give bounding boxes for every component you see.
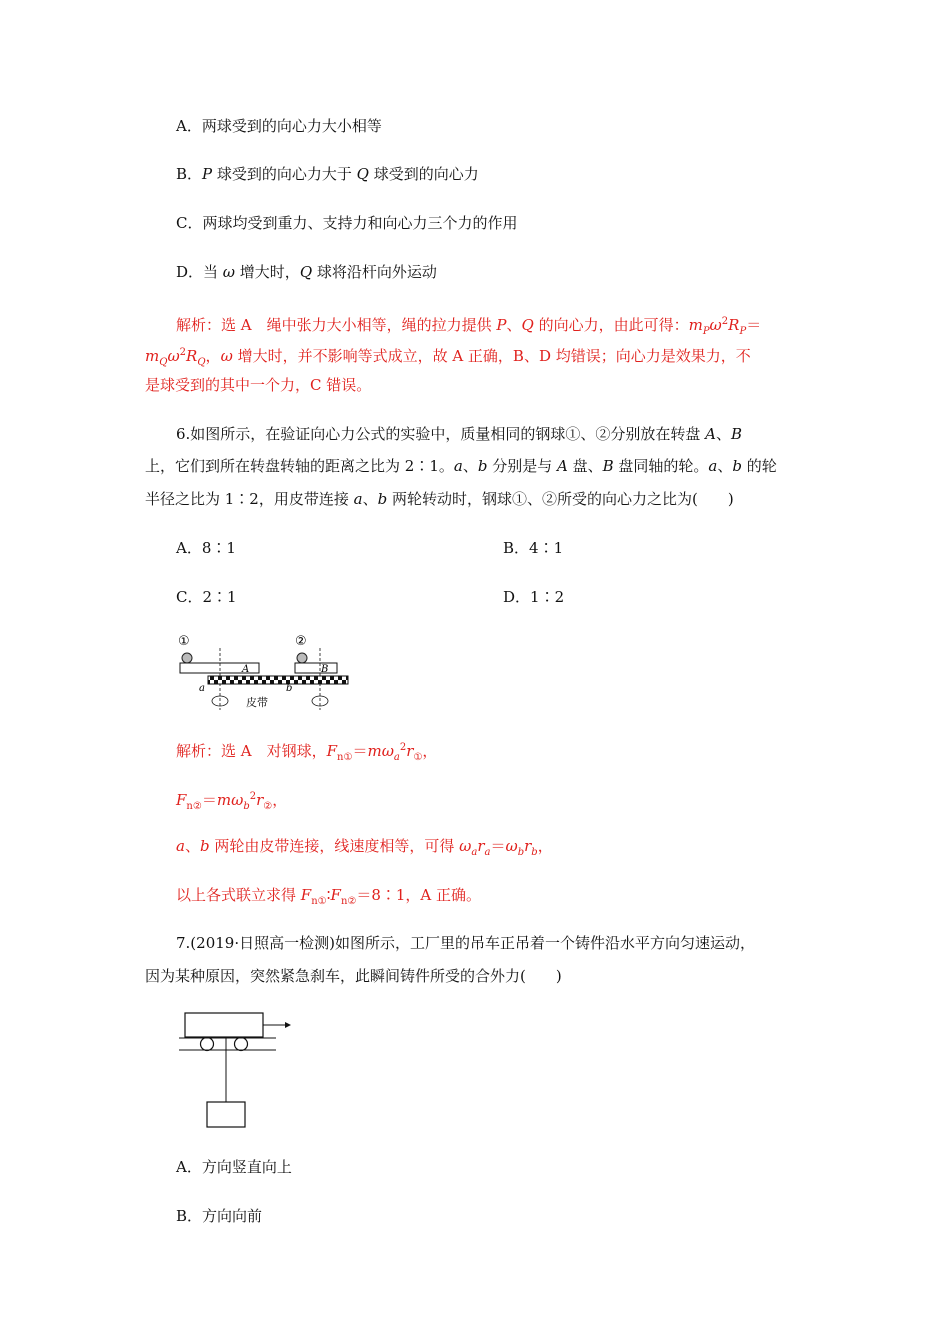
q5-analysis-text: 解析：选 A 绳中张力大小相等，绳的拉力提供	[176, 316, 497, 334]
q5-formula-m-q: m	[145, 347, 160, 365]
q6-formula-sub-n1-2: n①	[311, 896, 327, 907]
q6-option-c	[176, 587, 237, 607]
q6-formula-r: r	[406, 742, 414, 760]
q7-stem-line-1	[176, 933, 755, 953]
q5-formula-sub-rq: Q	[197, 357, 206, 368]
q6-formula-sub-n2-2: n②	[340, 896, 357, 907]
q6-stem-wheel-b-3: b	[377, 490, 388, 508]
q6-stem-text-2: 上，它们到所在转盘转轴的距离之比为 2∶1。	[145, 457, 454, 475]
q6-stem-text-7: 半径之比为 1∶2，用皮带连接	[145, 490, 354, 508]
q5-option-d-omega: ω	[222, 263, 236, 281]
q6-formula-square: 2	[399, 742, 407, 753]
q6-formula-sub-a: a	[393, 752, 400, 763]
q5-formula-r-2: R	[186, 347, 198, 365]
ball-1	[182, 653, 192, 663]
q5-analysis-p: P	[496, 316, 507, 334]
disk-b-label: B	[321, 664, 329, 675]
q6-option-c-text: C．2∶1	[176, 588, 237, 606]
q5-option-d-post: 球将沿杆向外运动	[312, 263, 437, 281]
q6-analysis-line-3	[176, 836, 553, 863]
q6-formula-sub-a-3: a	[484, 847, 491, 858]
q6-formula-f-3: F	[300, 886, 312, 904]
q6-analysis-text-2: 两轮由皮带连接，线速度相等，可得	[209, 837, 460, 855]
wheel-b-label: b	[286, 683, 293, 694]
q6-formula-sub-b: b	[243, 801, 250, 812]
wheel-a-label: a	[199, 683, 205, 694]
q7-stem-text: 7.(2019·日照高一检测)如图所示，工厂里的吊车正吊着一个铸件沿水平方向匀速运动，	[176, 934, 755, 952]
q5-option-b-post: 球受到的向心力	[368, 165, 479, 183]
q5-analysis-text-2: 的向心力，由此可得：	[533, 316, 689, 334]
q6-analysis-sep: 、	[184, 837, 200, 855]
q6-formula-eq-3: ＝	[490, 837, 506, 855]
q5-analysis-omega: ω	[220, 347, 233, 365]
q6-formula-comma-2: ，	[272, 791, 288, 809]
q6-stem-sep-4: 、	[362, 490, 378, 508]
q6-option-a-text: A．8∶1	[176, 539, 236, 557]
q5-option-b-q: Q	[356, 165, 369, 183]
q6-formula-sub-a-2: a	[471, 847, 478, 858]
q6-stem-text-5: 盘同轴的轮。	[613, 457, 709, 475]
q6-analysis-line-1	[176, 738, 437, 768]
q6-formula-colon: ∶	[326, 886, 331, 904]
q5-option-d-q: Q	[299, 263, 313, 281]
q6-formula-sub-c2: ②	[263, 801, 273, 812]
q5-analysis-q: Q	[521, 316, 534, 334]
q6-stem-text-4: 盘、	[567, 457, 603, 475]
q5-option-c	[176, 213, 517, 233]
q6-stem-disk-b: B	[602, 457, 614, 475]
q6-stem-wheel-a-2: a	[708, 457, 718, 475]
q6-stem-wheel-a: a	[453, 457, 463, 475]
q6-stem-sep-2: 、	[462, 457, 478, 475]
q6-formula-sub-n2: n②	[186, 801, 202, 812]
q6-formula-sub-b-2: b	[517, 847, 525, 858]
q6-stem-text-8: 两轮转动时，钢球①、②所受的向心力之比为( )	[387, 490, 734, 508]
q6-formula-omega-4: ω	[505, 837, 518, 855]
q5-option-c-text: C．两球均受到重力、支持力和向心力三个力的作用	[176, 214, 518, 232]
q6-stem-a: A	[705, 425, 716, 443]
q5-option-d	[176, 262, 437, 282]
q5-option-b-letter: B．	[176, 165, 203, 183]
q6-option-b	[503, 538, 563, 558]
ball-2-label: ②	[295, 634, 307, 649]
q7-option-a	[176, 1157, 292, 1177]
q6-analysis-line-2	[176, 787, 287, 817]
q6-formula-comma-3: ，	[537, 837, 553, 855]
q7-option-b-text: B．方向向前	[176, 1207, 263, 1225]
q5-option-d-pre: D．当	[176, 263, 223, 281]
ball-1-label: ①	[178, 634, 190, 649]
q6-analysis-b: b	[199, 837, 210, 855]
q6-formula-m-2: m	[216, 791, 232, 809]
q5-analysis-line-1	[176, 312, 761, 342]
q6-stem-wheel-a-3: a	[353, 490, 363, 508]
q5-formula-omega: ω	[709, 316, 722, 334]
q6-option-a	[176, 538, 236, 558]
q6-stem-text-6: 的轮	[742, 457, 777, 475]
belt-label: 皮带	[246, 696, 268, 709]
trolley-wheel-right	[235, 1038, 248, 1051]
q6-formula-sub-c1: ①	[413, 752, 423, 763]
crane-trolley	[185, 1013, 263, 1037]
q6-analysis-a: a	[176, 837, 185, 855]
q6-option-d	[503, 587, 564, 607]
q5-formula-square: 2	[721, 316, 729, 327]
motion-arrow-head	[285, 1022, 291, 1028]
q7-crane-figure	[175, 1005, 295, 1133]
q6-formula-f-4: F	[330, 886, 341, 904]
q5-analysis-line-2	[145, 343, 751, 373]
q6-formula-omega: ω	[381, 742, 394, 760]
q5-option-d-mid: 增大时，	[235, 263, 300, 281]
q5-analysis-comma: ，	[205, 347, 221, 365]
q5-option-b-p: P	[202, 165, 213, 183]
q5-formula-omega-2: ω	[167, 347, 180, 365]
q6-stem-line-1	[176, 424, 742, 444]
q6-analysis-text-3: 以上各式联立求得	[176, 886, 301, 904]
q6-formula-sub-b-3: b	[531, 847, 538, 858]
q7-option-b	[176, 1206, 262, 1226]
q5-option-a	[176, 116, 382, 136]
q5-option-b	[176, 164, 479, 184]
q6-stem-disk-a: A	[556, 457, 568, 475]
q6-formula-r-2: r	[256, 791, 264, 809]
q6-formula-f: F	[326, 742, 338, 760]
q6-stem-wheel-b-2: b	[732, 457, 742, 475]
q6-formula-omega-2: ω	[231, 791, 244, 809]
q5-option-a-text: A．两球受到的向心力大小相等	[176, 117, 382, 135]
ball-2	[297, 653, 307, 663]
q6-stem-text-3: 分别是与	[487, 457, 557, 475]
q6-formula-f-2: F	[176, 791, 187, 809]
q5-analysis-line-3	[145, 375, 371, 395]
q6-formula-m: m	[367, 742, 382, 760]
q6-analysis-line-4	[176, 885, 481, 912]
q5-formula-sub-rp: P	[739, 326, 747, 337]
q6-turntable-figure	[170, 628, 370, 716]
q6-analysis-text: 解析：选 A 对钢球，	[176, 742, 327, 760]
q6-formula-eq-2: ＝	[201, 791, 217, 809]
q6-option-b-text: B．4∶1	[503, 539, 564, 557]
q5-formula-square-2: 2	[179, 347, 187, 358]
q5-formula-sub-p: P	[702, 326, 710, 337]
trolley-wheel-left	[201, 1038, 214, 1051]
q5-formula-m: m	[688, 316, 703, 334]
q6-option-d-text: D．1∶2	[503, 588, 565, 606]
q6-stem-b: B	[730, 425, 742, 443]
q6-formula-r-3: r	[477, 837, 485, 855]
q5-formula-sub-q: Q	[159, 357, 168, 368]
q5-analysis-text-3: 增大时，并不影响等式成立，故 A 正确，B、D 均错误；向心力是效果力，不	[232, 347, 751, 365]
q6-stem-sep-3: 、	[717, 457, 733, 475]
q6-formula-square-2: 2	[249, 791, 257, 802]
q6-stem-line-3	[145, 489, 734, 509]
q7-option-a-text: A．方向竖直向上	[176, 1158, 292, 1176]
q7-stem-line-2	[145, 966, 562, 986]
q6-stem-wheel-b: b	[477, 457, 488, 475]
q6-formula-omega-3: ω	[459, 837, 472, 855]
q6-stem-line-2	[145, 456, 777, 476]
q5-analysis-text-4: 是球受到的其中一个力，C 错误。	[145, 376, 372, 394]
q6-stem-text: 6.如图所示，在验证向心力公式的实验中，质量相同的钢球①、②分别放在转盘	[176, 425, 706, 443]
casting-block	[207, 1102, 245, 1127]
q6-stem-sep: 、	[715, 425, 731, 443]
q6-formula-eq: ＝	[352, 742, 368, 760]
q5-formula-r: R	[728, 316, 740, 334]
disk-b	[295, 663, 337, 673]
q7-stem-text-2: 因为某种原因，突然紧急刹车，此瞬间铸件所受的合外力( )	[145, 967, 562, 985]
q6-formula-r-4: r	[524, 837, 532, 855]
belt	[208, 676, 348, 684]
disk-a-label: A	[242, 664, 250, 675]
q6-formula-comma: ，	[422, 742, 438, 760]
q5-option-b-mid: 球受到的向心力大于	[212, 165, 357, 183]
q5-analysis-sep: 、	[506, 316, 522, 334]
q6-analysis-text-4: ＝8∶1，A 正确。	[356, 886, 482, 904]
q5-formula-eq: ＝	[746, 316, 762, 334]
q6-formula-sub-n1: n①	[337, 752, 353, 763]
